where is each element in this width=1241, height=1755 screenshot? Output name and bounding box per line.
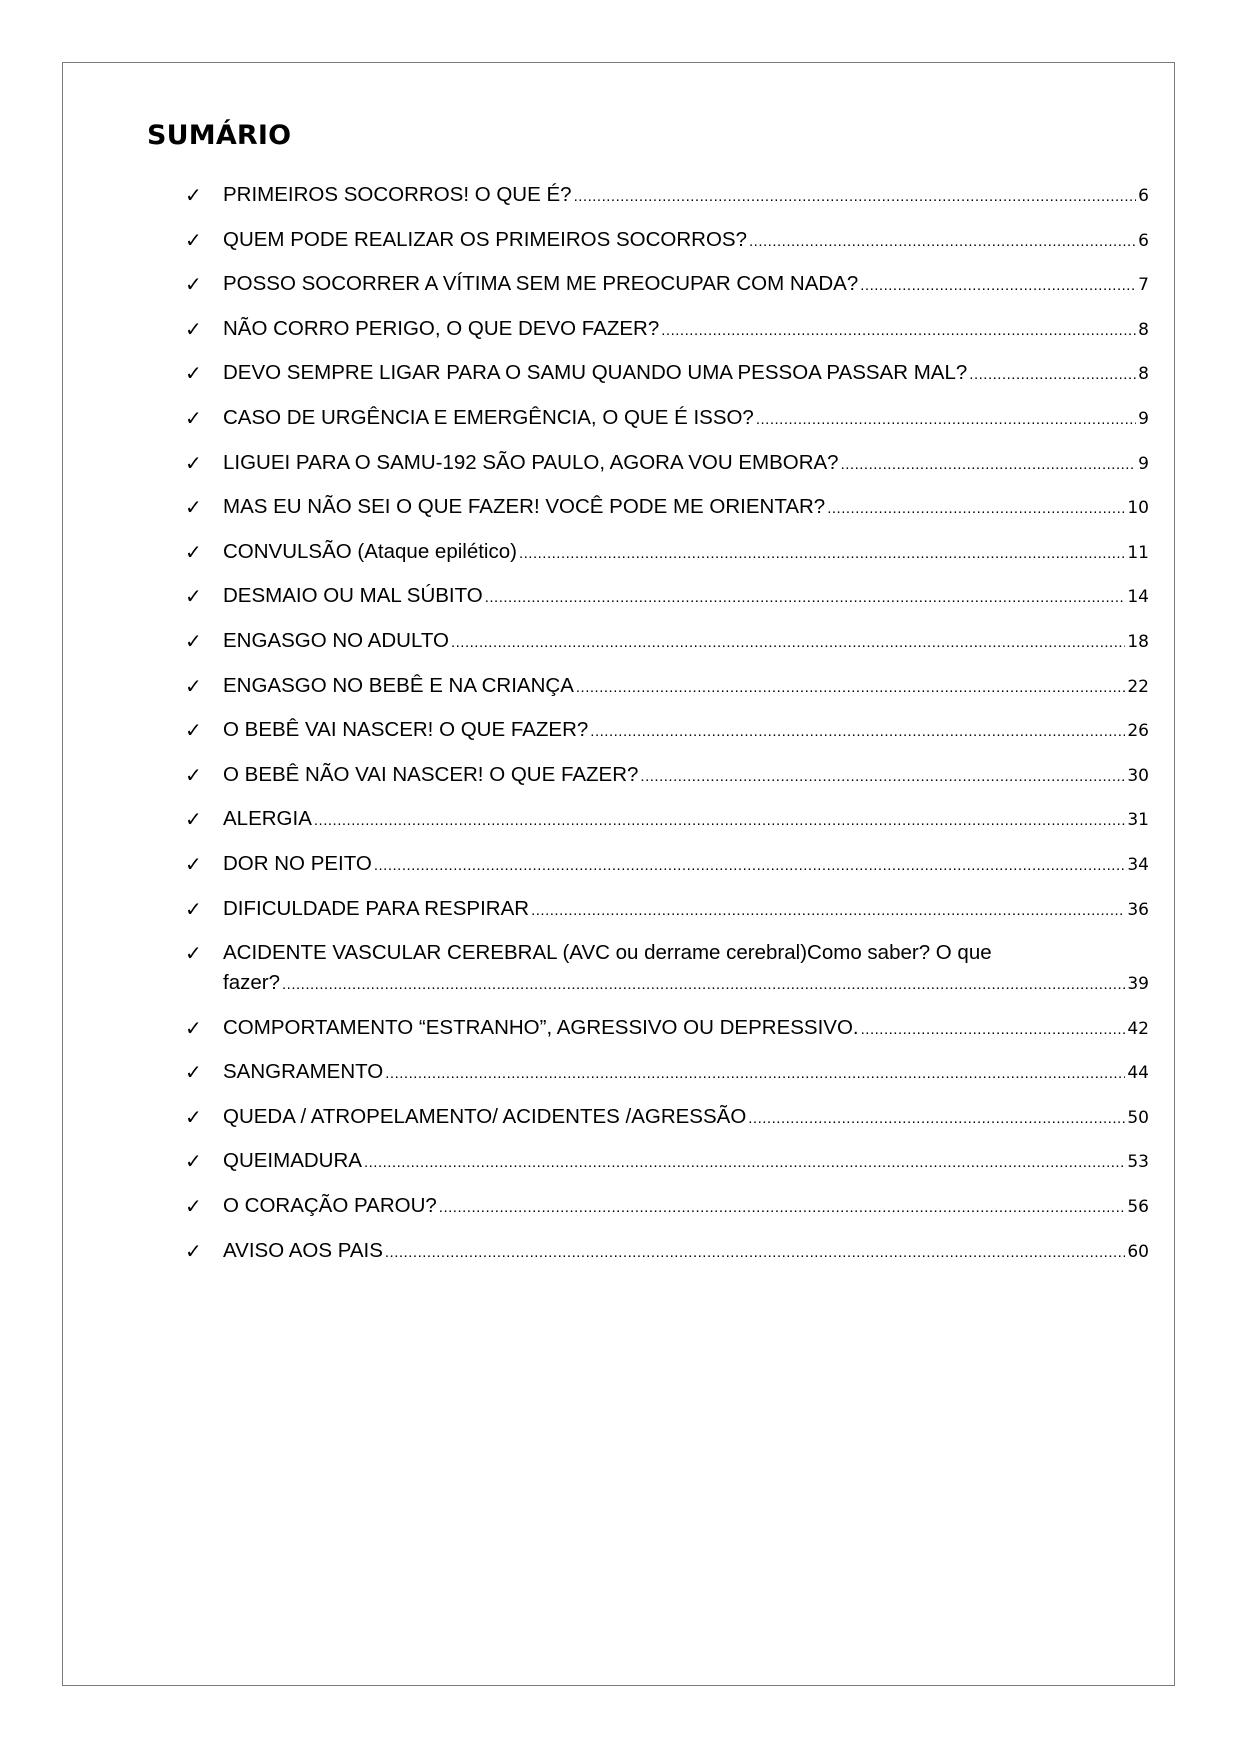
toc-item-text: ENGASGO NO BEBÊ E NA CRIANÇA [223, 673, 574, 697]
toc-item[interactable] [183, 581, 1149, 613]
toc-item[interactable] [183, 537, 1149, 569]
check-icon: ✓ [185, 762, 202, 787]
toc-item[interactable] [183, 1057, 1149, 1089]
toc-item-text: DESMAIO OU MAL SÚBITO [223, 584, 483, 608]
toc-title: SUMÁRIO [147, 120, 292, 151]
dot-leader [861, 1015, 1126, 1045]
dot-leader [748, 1104, 1125, 1134]
toc-page-number: 34 [1127, 854, 1149, 875]
toc-page-number: 8 [1138, 364, 1149, 385]
toc-page-number: 18 [1127, 631, 1149, 652]
dot-leader [576, 673, 1125, 703]
toc-page-number: 39 [1127, 974, 1149, 995]
toc-item[interactable] [183, 1146, 1149, 1178]
toc-item-text: O BEBÊ VAI NASCER! O QUE FAZER? [223, 718, 589, 742]
toc-item[interactable] [183, 626, 1149, 658]
toc-page-number: 31 [1127, 810, 1149, 831]
dot-leader [485, 583, 1126, 613]
dot-leader [969, 360, 1136, 390]
check-icon: ✓ [185, 405, 202, 430]
toc-item[interactable] [183, 314, 1149, 346]
check-icon: ✓ [185, 227, 202, 252]
toc-page-number: 10 [1127, 498, 1149, 519]
check-icon: ✓ [185, 718, 202, 743]
check-icon: ✓ [185, 851, 202, 876]
toc-item[interactable] [183, 760, 1149, 792]
toc-page-number: 14 [1127, 587, 1149, 608]
toc-item[interactable] [183, 849, 1149, 881]
check-icon: ✓ [185, 1060, 202, 1085]
toc-item[interactable] [183, 894, 1149, 926]
toc-page-number: 60 [1127, 1241, 1149, 1262]
toc-item-text: DIFICULDADE PARA RESPIRAR [223, 896, 530, 920]
toc-item-text: SANGRAMENTO [223, 1060, 384, 1084]
check-icon: ✓ [185, 316, 202, 341]
toc-item-text: CASO DE URGÊNCIA E EMERGÊNCIA, O QUE É ISSO? [223, 405, 754, 429]
dot-leader [374, 851, 1126, 881]
dot-leader [314, 806, 1125, 836]
check-icon: ✓ [185, 272, 202, 297]
check-icon: ✓ [185, 1015, 202, 1040]
toc-item-text: QUEM PODE REALIZAR OS PRIMEIROS SOCORROS? [223, 227, 747, 251]
toc-list [183, 180, 1149, 1280]
toc-item-text: ENGASGO NO ADULTO [223, 628, 449, 652]
check-icon: ✓ [185, 361, 202, 386]
dot-leader [451, 628, 1125, 658]
toc-page-number: 22 [1127, 676, 1149, 697]
toc-item[interactable] [183, 180, 1149, 212]
check-icon: ✓ [185, 539, 202, 564]
check-icon: ✓ [185, 1104, 202, 1129]
toc-item[interactable] [183, 225, 1149, 257]
toc-item-text: QUEDA / ATROPELAMENTO/ ACIDENTES /AGRESSÃO [223, 1104, 747, 1128]
toc-page-number: 53 [1127, 1152, 1149, 1173]
toc-item-text: O CORAÇÃO PAROU? [223, 1194, 437, 1218]
toc-item-text: AVISO AOS PAIS [223, 1238, 383, 1262]
check-icon: ✓ [185, 896, 202, 921]
toc-item[interactable] [183, 1013, 1149, 1045]
toc-item[interactable] [183, 671, 1149, 703]
toc-item[interactable] [183, 492, 1149, 524]
dot-leader [841, 450, 1137, 480]
toc-page-number: 42 [1127, 1018, 1149, 1039]
toc-item-text: O BEBÊ NÃO VAI NASCER! O QUE FAZER? [223, 762, 639, 786]
toc-page-number: 11 [1127, 542, 1149, 563]
toc-item-text: ACIDENTE VASCULAR CEREBRAL (AVC ou derrame cerebral)Como saber? O que [223, 941, 992, 965]
check-icon: ✓ [185, 628, 202, 653]
dot-leader [531, 896, 1125, 926]
toc-page-number: 36 [1127, 899, 1149, 920]
toc-item-text: DEVO SEMPRE LIGAR PARA O SAMU QUANDO UMA PESSOA PASSAR MAL? [223, 361, 968, 385]
toc-item[interactable] [183, 1191, 1149, 1223]
toc-item[interactable] [183, 715, 1149, 747]
check-icon: ✓ [185, 183, 202, 207]
dot-leader [749, 227, 1136, 257]
dot-leader [590, 717, 1125, 747]
toc-item[interactable] [183, 804, 1149, 836]
toc-item[interactable] [183, 1102, 1149, 1134]
toc-page-number: 56 [1127, 1197, 1149, 1218]
toc-item-text: MAS EU NÃO SEI O QUE FAZER! VOCÊ PODE ME ORIENTAR? [223, 495, 826, 519]
check-icon: ✓ [185, 941, 202, 966]
toc-item[interactable] [183, 403, 1149, 435]
dot-leader [364, 1148, 1125, 1178]
toc-item-text: POSSO SOCORRER A VÍTIMA SEM ME PREOCUPAR COM NADA? [223, 272, 859, 296]
dot-leader [661, 316, 1136, 346]
dot-leader [827, 494, 1125, 524]
dot-leader [439, 1193, 1126, 1223]
toc-page-number: 50 [1127, 1107, 1149, 1128]
check-icon: ✓ [185, 1194, 202, 1219]
dot-leader [640, 762, 1125, 792]
toc-item-text: QUEIMADURA [223, 1149, 362, 1173]
toc-item-text: DOR NO PEITO [223, 851, 372, 875]
toc-page-number: 8 [1138, 319, 1149, 340]
dot-leader [574, 182, 1137, 212]
toc-item-text: LIGUEI PARA O SAMU-192 SÃO PAULO, AGORA VOU EMBORA? [223, 450, 839, 474]
toc-item-text: PRIMEIROS SOCORROS! O QUE É? [223, 183, 572, 206]
toc-page-number: 9 [1138, 408, 1149, 429]
toc-item-text: ALERGIA [223, 807, 312, 831]
toc-page-number: 26 [1127, 721, 1149, 742]
dot-leader [385, 1238, 1125, 1268]
toc-item-text: COMPORTAMENTO “ESTRANHO”, AGRESSIVO OU DEPRESSIVO. [223, 1015, 859, 1039]
check-icon: ✓ [185, 807, 202, 832]
check-icon: ✓ [185, 1238, 202, 1263]
toc-item-text-continued: fazer? [223, 971, 280, 995]
toc-page-number: 9 [1138, 453, 1149, 474]
dot-leader [860, 271, 1136, 301]
toc-item[interactable] [183, 1236, 1149, 1268]
dot-leader [756, 405, 1136, 435]
check-icon: ✓ [185, 495, 202, 520]
toc-item[interactable] [183, 358, 1149, 390]
toc-item-text: NÃO CORRO PERIGO, O QUE DEVO FAZER? [223, 316, 660, 340]
toc-page-number: 7 [1138, 275, 1149, 296]
toc-item[interactable] [183, 938, 1149, 1000]
dot-leader [519, 539, 1125, 569]
toc-page-number: 44 [1127, 1063, 1149, 1084]
check-icon: ✓ [185, 450, 202, 475]
toc-page-number: 30 [1127, 765, 1149, 786]
toc-page-number: 6 [1138, 186, 1149, 206]
toc-page-number: 6 [1138, 230, 1149, 251]
toc-item-text: CONVULSÃO (Ataque epilético) [223, 539, 517, 563]
check-icon: ✓ [185, 1149, 202, 1174]
dot-leader [385, 1059, 1125, 1089]
dot-leader [282, 970, 1125, 1000]
check-icon: ✓ [185, 584, 202, 609]
toc-item[interactable] [183, 269, 1149, 301]
toc-item[interactable] [183, 448, 1149, 480]
check-icon: ✓ [185, 673, 202, 698]
